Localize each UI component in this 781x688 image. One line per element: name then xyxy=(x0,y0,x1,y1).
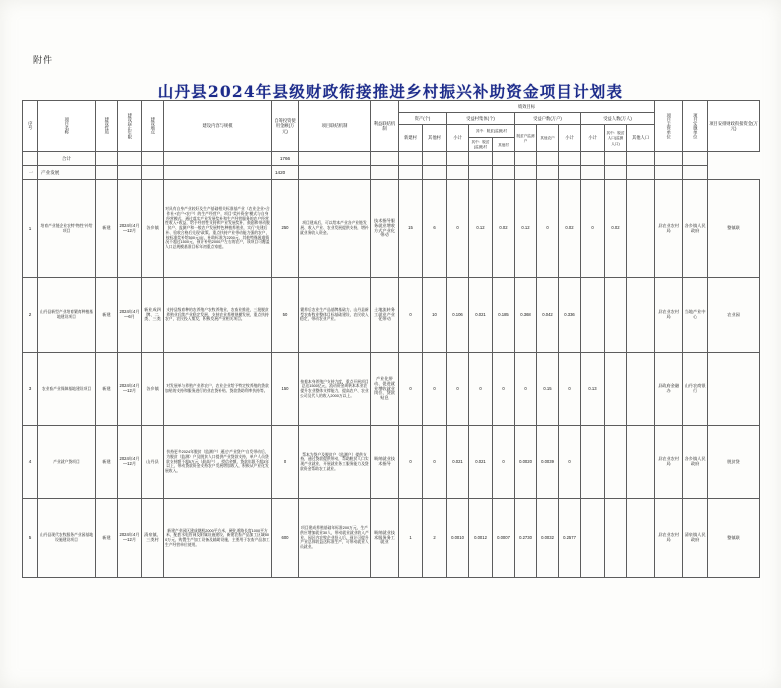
row-manage-unit: 县农业农村局 xyxy=(655,426,683,499)
row-assets-other: 2 xyxy=(423,499,447,578)
row-years: 2024年4月—6月 xyxy=(118,278,142,353)
row-people-total: 0 xyxy=(581,180,605,278)
row-fund-type: 农业园 xyxy=(708,278,760,353)
row-assets-new: 0 xyxy=(399,426,423,499)
row-assets-new: 15 xyxy=(399,180,423,278)
th-manage-unit: 项目主管单位 xyxy=(655,101,683,152)
row-place: 各乡镇 xyxy=(142,353,164,426)
table-row-total xyxy=(23,152,760,166)
row-mechanism: 吸纳就业技术服务务工就业 xyxy=(371,499,399,578)
row-seq: 2 xyxy=(23,278,38,353)
th-benefit-household: 受益户数(万户) xyxy=(515,113,581,125)
row-household-total: 0.336 xyxy=(559,278,581,353)
row-mechanism: 技术指导服务就业增收方式产业化带动 xyxy=(371,180,399,278)
row-people-total xyxy=(581,426,605,499)
row-village-other: 0.185 xyxy=(493,278,515,353)
row-implement-unit: 山丹农商银行 xyxy=(683,353,708,426)
row-household-poor: 0 xyxy=(515,353,537,426)
row-implement-unit: 当地产业中心 xyxy=(683,278,708,353)
row-implement-unit: 清泉镇人民政府 xyxy=(683,499,708,578)
th-benefit-plan: 项目联结机制 xyxy=(299,101,371,152)
row-benefit: 按着本身养殖户支持力度，重点开展项目总达1500亿元，流动资金周转本本业农提升农业整体支撑能力，提高农户、农业公司及代人的收入2000万以上。 xyxy=(299,353,371,426)
table-row xyxy=(23,180,760,278)
row-fund: 150 xyxy=(272,353,299,426)
row-fund: 0 xyxy=(272,426,299,499)
th-performance-group: 绩效目标 xyxy=(399,101,655,113)
th-build-nature: 建设性质 xyxy=(96,101,118,152)
row-content: 扶持更多2024年脱贫（监测户）通过“产业贷户”自发带动后，为脱贫（监测）户及脱贫人口提供产业贷款支持，单户人员贷款支持额不超5万元（最高户），授信金额，贷款年限不超3年以上，带动贷款资金支持农户发展增加收入，积极从产业化发展收入。 xyxy=(164,426,272,499)
row-years: 2024年4月—12月 xyxy=(118,180,142,278)
row-name: 培育产业链企业农特“物性”补给项目 xyxy=(38,180,96,278)
row-people-poor xyxy=(605,278,627,353)
row-assets-new: 1 xyxy=(399,499,423,578)
row-nature: 新建 xyxy=(96,499,118,578)
th-build-years: 建设起止年限 xyxy=(118,101,142,152)
row-fund: 1766 xyxy=(272,152,299,166)
table-row xyxy=(23,353,760,426)
row-fund: 50 xyxy=(272,278,299,353)
row-people-other xyxy=(627,180,655,278)
row-name: 产业就户贷项目 xyxy=(38,426,96,499)
row-nature: 新建 xyxy=(96,180,118,278)
row-household-poor: 0.0020 xyxy=(515,426,537,499)
th-implement-unit: 项目实施单位 xyxy=(683,101,708,152)
attachment-label: 附件 xyxy=(33,55,54,65)
row-benefit: 繁养后农业生产品基牌基础力，山丹县新型农畜牧业整体目标基础建设，农民收入稳定，带动农业产业。 xyxy=(299,278,371,353)
row-manage-unit: 县政府金融办 xyxy=(655,353,683,426)
th-assets-other: 其他村 xyxy=(423,125,447,152)
row-name: 山丹县新型产业培育繁育种植基地建设项目 xyxy=(38,278,96,353)
row-manage-unit: 县农业农村局 xyxy=(655,278,683,353)
row-place: 清泉镇、三类村 xyxy=(142,499,164,578)
row-village-poor: 0.021 xyxy=(469,426,493,499)
row-village-poor: 0.021 xyxy=(469,278,493,353)
row-nature: 新建 xyxy=(96,353,118,426)
row-people-poor xyxy=(605,426,627,499)
row-implement-unit: 各乡镇人民政府 xyxy=(683,180,708,278)
row-name: 山丹县现代农牧服务产业园基地设施建设项目 xyxy=(38,499,96,578)
row-manage-unit: 县农业农村局 xyxy=(655,499,683,578)
row-content: 支持县级育种的农养殖户农牧养殖业，农畜业推进，三批脱贫养殖业后续产业稳定发展，支持农业养殖规模发展，重点扶持农户，农民投入集发，积极发展产业相关项目。 xyxy=(164,278,272,353)
th-village-small: 小计 xyxy=(447,125,469,152)
th-people-total: 小计 xyxy=(581,125,605,152)
row-village-other: 0 xyxy=(493,426,515,499)
row-seq: 3 xyxy=(23,353,38,426)
row-household-other: 0 xyxy=(537,180,559,278)
th-household-total: 小计 xyxy=(559,125,581,152)
th-build-content: 建设内容与规模 xyxy=(164,101,272,152)
project-plan-table xyxy=(22,100,760,578)
th-build-place: 建设地点 xyxy=(142,101,164,152)
row-content: 对发展单与养殖产业养农户，农业企业给予特定牧养殖的贷款加贴的支持和服务进行的业农贷补贴、贷款贷助利率扶持等。 xyxy=(164,353,272,426)
row-village-other: 0 xyxy=(493,353,515,426)
th-assets-count: 资产(个) xyxy=(399,113,447,125)
th-benefit-people: 受益人数(万人) xyxy=(581,113,655,125)
row-village-small: 0.0010 xyxy=(447,499,469,578)
th-benefit-mechanism: 利益联结机制 xyxy=(371,101,399,152)
row-content: 对具有自身产业较好及生产基础相关标准基产业（农业企业+合作社+农户+农户）的生产经营户，项目“奖补资金”模式与自身经营模式，通过落实产业发展奖补和生产经营服务的农户经营性收入+收益，给予经营性支持和产业发展奖补，鼓励和带动脱贫户、监测户和一般农户发展特色种植养殖业，实行“先建后补、验收合格后兑现”政策。重点扶持产业带动能力强的农户，按标准奖补给500元/亩，补助标准为2200元，其他特殊困难情况不超过1500元，预计补贴2000户左右的农户，该项目可覆盖人口总规模基准目标年初重点家庭。 xyxy=(164,180,272,278)
row-village-other: 0.0007 xyxy=(493,499,515,578)
row-fund: 1420 xyxy=(272,166,299,180)
row-household-other: 0.042 xyxy=(537,278,559,353)
row-household-poor: 0.368 xyxy=(515,278,537,353)
th-fund-type: 项目安排财政衔接资金(万元) xyxy=(708,101,760,152)
row-benefit: 项目建成后，可以给本产业各产业链发展、收入产业、农业发展提供支持，增补就业务收入资金。 xyxy=(299,180,371,278)
row-implement-unit: 各乡镇人民政府 xyxy=(683,426,708,499)
row-seq xyxy=(23,152,38,166)
row-name: 农业畜产业保障基地建设项目 xyxy=(38,353,96,426)
row-years: 2024年4月—12月 xyxy=(118,353,142,426)
row-people-total xyxy=(581,499,605,578)
th-village-detail: 其中：脱贫(监测)村 xyxy=(469,125,515,138)
row-village-poor: 0.0012 xyxy=(469,499,493,578)
row-people-other xyxy=(627,353,655,426)
table-body xyxy=(23,152,760,578)
row-village-small: 0.021 xyxy=(447,426,469,499)
row-village-small: 0 xyxy=(447,180,469,278)
row-fund-type: 整镇联 xyxy=(708,180,760,278)
th-village-poor: 其中：脱贫(监测)村 xyxy=(469,137,493,151)
row-people-total xyxy=(581,278,605,353)
th-assets-new: 新建村 xyxy=(399,125,423,152)
row-mechanism: 产业化带动、促进就业增收就业岗位、贷款贴息 xyxy=(371,353,399,426)
row-household-total: 0 xyxy=(559,426,581,499)
row-fund-type: 整镇联 xyxy=(708,499,760,578)
row-village-poor: 0.12 xyxy=(469,180,493,278)
row-household-other: 0.0032 xyxy=(537,499,559,578)
table-row xyxy=(23,499,760,578)
row-assets-other: 0 xyxy=(423,353,447,426)
row-seq: 4 xyxy=(23,426,38,499)
th-people-poor: 其中：脱贫人口(监测人口) xyxy=(605,125,627,152)
row-people-other xyxy=(627,499,655,578)
page-title: 山丹县2024年县级财政衔接推进乡村振兴补助资金项目计划表 xyxy=(157,82,624,101)
row-content: 新建产业园区建成钢机2000平方米，硬化道路长度1000平方米，配套水电管网及附属设施建设，新建农畜产品加工区域500万元，购置生产加工设备及辅助设施，主要用于农畜产品加工生产经营单位使用。 xyxy=(164,499,272,578)
th-fund-scale: 自筹投资使用金额(万元) xyxy=(272,101,299,152)
row-village-small: 0.106 xyxy=(447,278,469,353)
row-household-other: 0.0039 xyxy=(537,426,559,499)
row-household-other: 0.15 xyxy=(537,353,559,426)
row-nature: 新建 xyxy=(96,278,118,353)
row-household-total: 0.2577 xyxy=(559,499,581,578)
table-header xyxy=(23,101,760,152)
row-assets-new: 0 xyxy=(399,278,423,353)
row-village-other: 0.02 xyxy=(493,180,515,278)
row-people-poor: 0.02 xyxy=(605,180,627,278)
row-place: 山丹县 xyxy=(142,426,164,499)
row-benefit: 项目建成养殖基础年标准200万元，生产供应增加就业30人，带动就业就业收入产业，园区内农牧企业投入后，预计可提升产业总体收益达标准生产，可带动就业人员就业。 xyxy=(299,499,371,578)
row-fund: 250 xyxy=(272,180,299,278)
row-assets-other: 10 xyxy=(423,278,447,353)
th-benefit-village: 受益村集体(个) xyxy=(447,113,515,125)
row-mechanism: 土地流转务工就业产业化带动 xyxy=(371,278,399,353)
row-assets-other: 6 xyxy=(423,180,447,278)
row-household-total: 0.02 xyxy=(559,180,581,278)
row-seq: 1 xyxy=(23,180,38,278)
th-household-poor: 脱贫户监测户 xyxy=(515,125,537,152)
row-years: 2024年4月—12月 xyxy=(118,426,142,499)
row-village-small: 0 xyxy=(447,353,469,426)
th-people-other: 其他人口 xyxy=(627,125,655,152)
table-row xyxy=(23,426,760,499)
row-seq: 5 xyxy=(23,499,38,578)
row-people-other xyxy=(627,426,655,499)
row-village-poor: 0 xyxy=(469,353,493,426)
row-assets-other: 0 xyxy=(423,426,447,499)
row-mechanism: 吸纳就业技术指导 xyxy=(371,426,399,499)
th-household-other: 其他农户 xyxy=(537,125,559,152)
row-household-poor: 0.2730 xyxy=(515,499,537,578)
row-fund: 600 xyxy=(272,499,299,578)
row-fund-type xyxy=(708,353,760,426)
row-name: 产业发展 xyxy=(38,166,96,180)
row-assets-new: 0 xyxy=(399,353,423,426)
th-village-other: 其他村 xyxy=(493,137,515,151)
row-household-total: 0 xyxy=(559,353,581,426)
table-row-category xyxy=(23,166,760,180)
row-name: 合计 xyxy=(38,152,96,166)
th-seq: 序号 xyxy=(23,101,38,152)
row-people-poor xyxy=(605,353,627,426)
row-people-other xyxy=(627,278,655,353)
row-people-total: 0.13 xyxy=(581,353,605,426)
row-place: 各乡镇 xyxy=(142,180,164,278)
row-people-poor xyxy=(605,499,627,578)
row-fund-type: 脱贫贷 xyxy=(708,426,760,499)
row-place: 新业成四牌、二类、三类 xyxy=(142,278,164,353)
row-benefit: 帮本为贷户及脱贫户（监测户）提供支持，通过贷款提供带动，帮助脱贫人口实现产业就业，开展就业务工服务能力及贷款资金帮助农工就业。 xyxy=(299,426,371,499)
table-row xyxy=(23,278,760,353)
th-project-name: 项目名称 xyxy=(38,101,96,152)
row-household-poor: 0.12 xyxy=(515,180,537,278)
row-nature: 新建 xyxy=(96,426,118,499)
row-years: 2024年4月—12月 xyxy=(118,499,142,578)
row-seq: 一 xyxy=(23,166,38,180)
row-manage-unit: 县农业农村局 xyxy=(655,180,683,278)
